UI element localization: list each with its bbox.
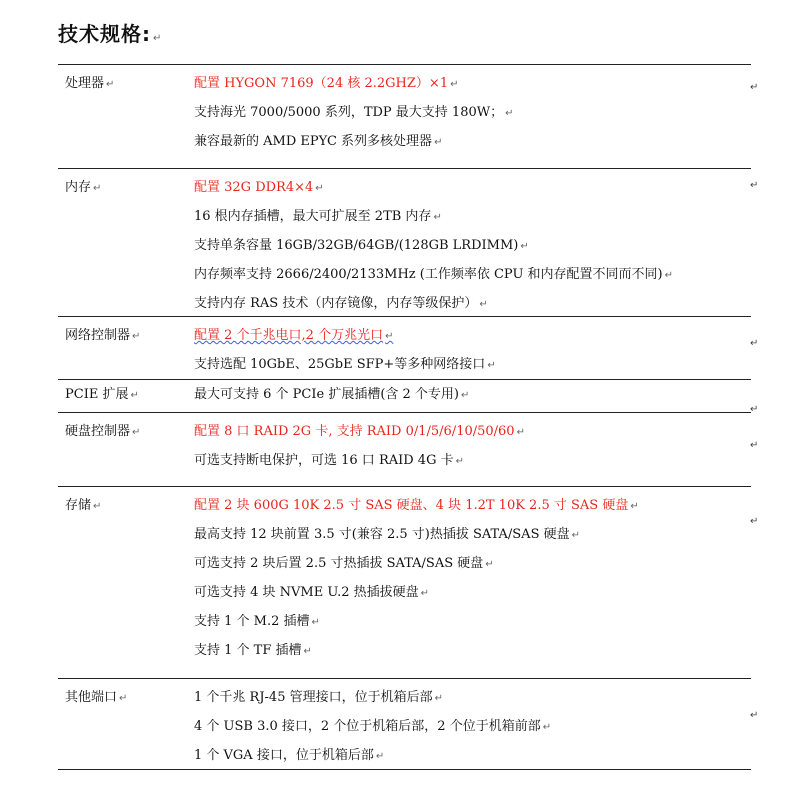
section-label: 其他端口 ↵ — [65, 690, 128, 705]
spec-line: 内存频率支持 2666/2400/2133MHz (工作频率依 CPU 和内存配置不同而不同) ↵ — [194, 267, 673, 282]
spec-line: 支持内存 RAS 技术（内存镜像，内存等级保护） ↵ — [194, 296, 488, 311]
heading-text: 技术规格: — [58, 22, 151, 46]
spec-line: 支持海光 7000/5000 系列，TDP 最大支持 180W； ↵ — [194, 105, 514, 120]
section-content — [194, 487, 751, 678]
paragraph-mark: ↵ — [455, 456, 464, 467]
section-content — [194, 413, 751, 486]
section-network — [58, 316, 751, 379]
spec-line: 最大可支持 6 个 PCIe 扩展插槽(含 2 个专用) ↵ — [194, 387, 470, 402]
paragraph-mark: ↵ — [119, 693, 128, 704]
spec-line: 支持选配 10GbE、25GbE SFP+等多种网络接口 ↵ — [194, 357, 496, 372]
paragraph-mark: ↵ — [303, 646, 312, 657]
paragraph-mark: ↵ — [93, 183, 102, 194]
section-other-ports — [58, 678, 751, 770]
row-end-mark: ↵ — [750, 180, 759, 191]
paragraph-mark: ↵ — [420, 588, 430, 599]
spec-line-configured: 配置 8 口 RAID 2G 卡, 支持 RAID 0/1/5/6/10/50/60 ↵ — [194, 424, 525, 439]
spec-heading — [58, 18, 162, 47]
section-content — [194, 65, 751, 168]
spec-line: 16 根内存插槽，最大可扩展至 2TB 内存 ↵ — [194, 209, 442, 224]
paragraph-mark: ↵ — [132, 331, 141, 342]
section-content — [194, 380, 751, 412]
spec-table — [58, 64, 751, 770]
paragraph-mark: ↵ — [434, 693, 443, 704]
row-end-mark: ↵ — [750, 404, 759, 415]
section-label: 网络控制器 ↵ — [65, 328, 141, 343]
spec-line: 1 个 VGA 接口，位于机箱后部 ↵ — [194, 748, 385, 763]
paragraph-mark: ↵ — [520, 241, 529, 252]
section-label: 存储 ↵ — [65, 498, 102, 513]
paragraph-mark: ↵ — [505, 108, 514, 119]
spec-line: 最高支持 12 块前置 3.5 寸(兼容 2.5 寸)热插拔 SATA/SAS 硬盘 ↵ — [194, 527, 580, 542]
paragraph-mark: ↵ — [542, 722, 552, 733]
paragraph-mark: ↵ — [132, 427, 141, 438]
paragraph-mark: ↵ — [487, 360, 496, 371]
row-end-mark: ↵ — [750, 516, 759, 527]
section-label: 处理器 ↵ — [65, 76, 115, 91]
spec-line: 支持 1 个 M.2 插槽 ↵ — [194, 614, 320, 629]
paragraph-mark: ↵ — [311, 617, 320, 628]
paragraph-mark: ↵ — [630, 501, 639, 512]
paragraph-mark: ↵ — [153, 33, 163, 44]
paragraph-mark: ↵ — [106, 79, 115, 90]
section-label: 内存 ↵ — [65, 180, 102, 195]
paragraph-mark: ↵ — [433, 212, 442, 223]
paragraph-mark: ↵ — [664, 270, 673, 281]
spec-line-configured: 配置 32G DDR4×4 ↵ — [194, 180, 324, 195]
row-end-mark: ↵ — [750, 338, 759, 349]
spec-line: 支持单条容量 16GB/32GB/64GB/(128GB LRDIMM) ↵ — [194, 238, 529, 253]
spec-line: 可选支持 4 块 NVME U.2 热插拔硬盘 ↵ — [194, 585, 430, 600]
paragraph-mark: ↵ — [516, 427, 525, 438]
section-raid-controller — [58, 412, 751, 486]
section-label: PCIE 扩展 ↵ — [65, 387, 139, 402]
paragraph-mark: ↵ — [385, 331, 394, 342]
spec-line-configured: 配置 HYGON 7169（24 核 2.2GHZ）×1 ↵ — [194, 76, 459, 91]
paragraph-mark: ↵ — [93, 501, 102, 512]
section-content — [194, 169, 751, 316]
paragraph-mark: ↵ — [450, 79, 459, 90]
section-content — [194, 317, 751, 379]
paragraph-mark: ↵ — [571, 530, 580, 541]
spec-line: 1 个千兆 RJ-45 管理接口，位于机箱后部 ↵ — [194, 690, 443, 705]
section-memory — [58, 168, 751, 316]
section-cpu — [58, 64, 751, 168]
row-end-mark: ↵ — [750, 82, 759, 93]
spec-line-configured: 配置 2 个千兆电口,2 个万兆光口 ↵ — [194, 328, 394, 343]
paragraph-mark: ↵ — [434, 137, 443, 148]
section-storage — [58, 486, 751, 678]
paragraph-mark: ↵ — [479, 299, 488, 310]
spec-line: 兼容最新的 AMD EPYC 系列多核处理器 ↵ — [194, 134, 443, 149]
section-pcie — [58, 379, 751, 412]
spec-line: 支持 1 个 TF 插槽 ↵ — [194, 643, 312, 658]
paragraph-mark: ↵ — [315, 183, 324, 194]
spec-line: 可选支持断电保护，可选 16 口 RAID 4G 卡 ↵ — [194, 453, 464, 468]
spec-line: 可选支持 2 块后置 2.5 寸热插拔 SATA/SAS 硬盘 ↵ — [194, 556, 494, 571]
paragraph-mark: ↵ — [375, 751, 385, 762]
paragraph-mark: ↵ — [130, 390, 139, 401]
section-content — [194, 679, 751, 769]
paragraph-mark: ↵ — [485, 559, 494, 570]
row-end-mark: ↵ — [750, 440, 759, 451]
paragraph-mark: ↵ — [461, 390, 470, 401]
section-label: 硬盘控制器 ↵ — [65, 424, 141, 439]
row-end-mark: ↵ — [750, 710, 759, 721]
spec-line: 4 个 USB 3.0 接口，2 个位于机箱后部，2 个位于机箱前部 ↵ — [194, 719, 552, 734]
spec-line-configured: 配置 2 块 600G 10K 2.5 寸 SAS 硬盘、4 块 1.2T 10K 2.5 寸 SAS 硬盘 ↵ — [194, 498, 639, 513]
